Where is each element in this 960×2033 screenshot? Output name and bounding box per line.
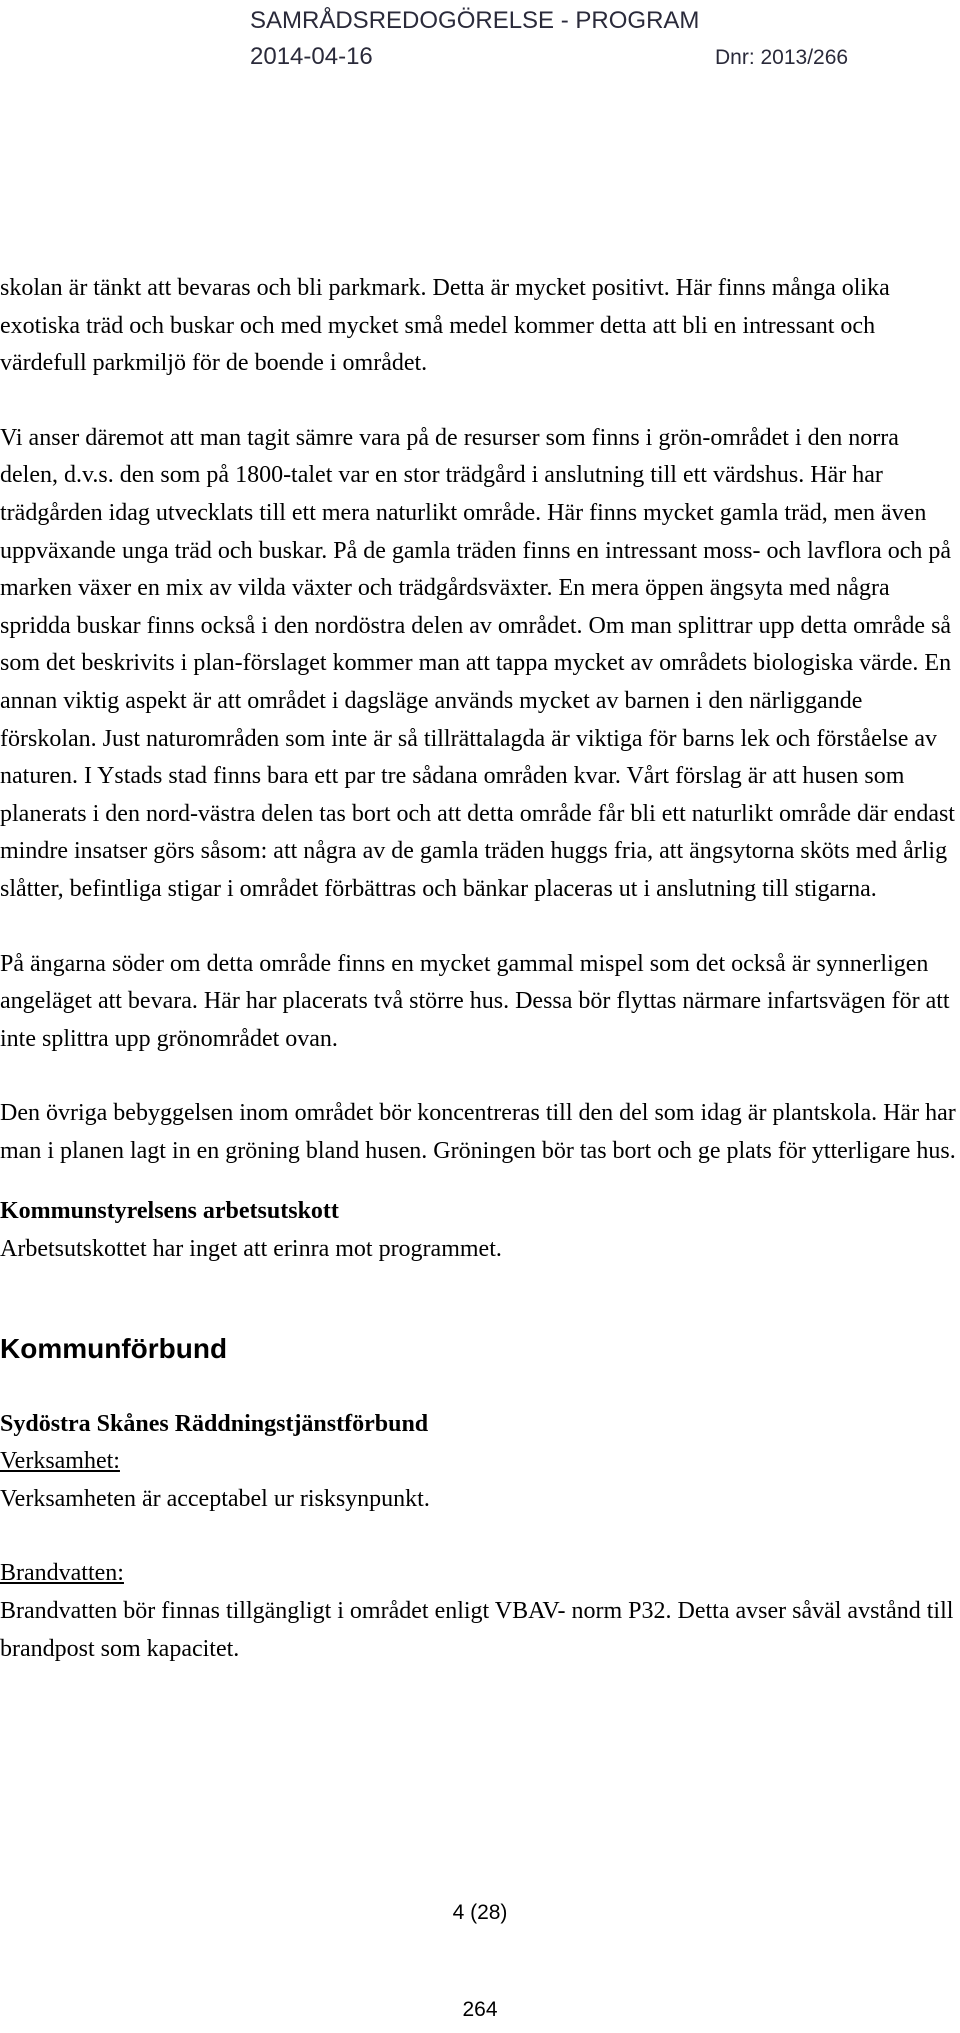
page-number: 264 [462,1998,498,2021]
subsection-heading: Sydöstra Skånes Räddningstjänstförbund [0,1410,429,1437]
header-title: SAMRÅDSREDOGÖRELSE - PROGRAM [250,7,700,34]
subsection-heading: Kommunstyrelsens arbetsutskott [0,1198,339,1225]
paragraph: Verksamheten är acceptabel ur risksynpunkt. [0,1485,430,1512]
header-dnr: Dnr: 2013/266 [715,46,849,69]
section-heading: Kommunförbund [0,1332,228,1364]
paragraph: skolan är tänkt att bevaras och bli parkmark. Detta är mycket positivt. Här finns många olika exotiska träd och buskar och med mycket små medel kommer detta att bli en intressant och värdefull parkmiljö för de boende i området. [0,275,890,377]
paragraph: Den övriga bebyggelsen inom området bör koncentreras till den del som idag är plantskola. Här har man i planen lagt in en gröning bland husen. Gröningen bör tas bort och ge plats för ytterligare hus. [0,1100,956,1164]
page-indicator: 4 (28) [452,1901,508,1924]
paragraph: Arbetsutskottet har inget att erinra mot programmet. [0,1236,502,1263]
paragraph: Brandvatten bör finnas tillgängligt i området enligt VBAV- norm P32. Detta avser såväl avstånd till brandpost som kapacitet. [0,1598,954,1662]
paragraph: På ängarna söder om detta område finns en mycket gammal mispel som det också är synnerligen angeläget att bevara. Här har placerats två större hus. Dessa bör flyttas närmare infartsvägen för att inte splittra upp grönområdet ovan. [0,950,950,1052]
document-body [0,270,958,1668]
field-label: Verksamhet: [0,1448,120,1475]
header-date: 2014-04-16 [250,43,373,70]
field-label: Brandvatten: [0,1560,124,1587]
paragraph: Vi anser däremot att man tagit sämre vara på de resurser som finns i grön-området i den norra delen, d.v.s. den som på 1800-talet var en stor trädgård i anslutning till ett värdshus. Här har trädgården idag utvecklats till ett mera naturlikt område. Här finns mycket gamla träd, men även uppväxande unga träd och buskar. På de gamla träden finns en intressant moss- och lavflora och på marken växer en mix av vilda växter och trädgårdsväxter. En mera öppen ängsyta med några spridda buskar finns också i den nordöstra delen av området. Om man splittrar upp detta område så som det beskrivits i plan-förslaget kommer man att tappa mycket av områdets biologiska värde. En annan viktig aspekt är att området i dagsläge används mycket av barnen i den närliggande förskolan. Just naturområden som inte är så tillrättalagda är viktiga för barns lek och förståelse av naturen. I Ystads stad finns bara ett par tre sådana områden kvar. Vårt förslag är att husen som planerats i den nord-västra delen tas bort och att detta område får bli ett naturlikt område där endast mindre insatser görs såsom: att några av de gamla träden huggs fria, att ängsytorna sköts med årlig slåtter, befintliga stigar i området förbättras och bänkar placeras ut i anslutning till stigarna. [0,424,955,902]
